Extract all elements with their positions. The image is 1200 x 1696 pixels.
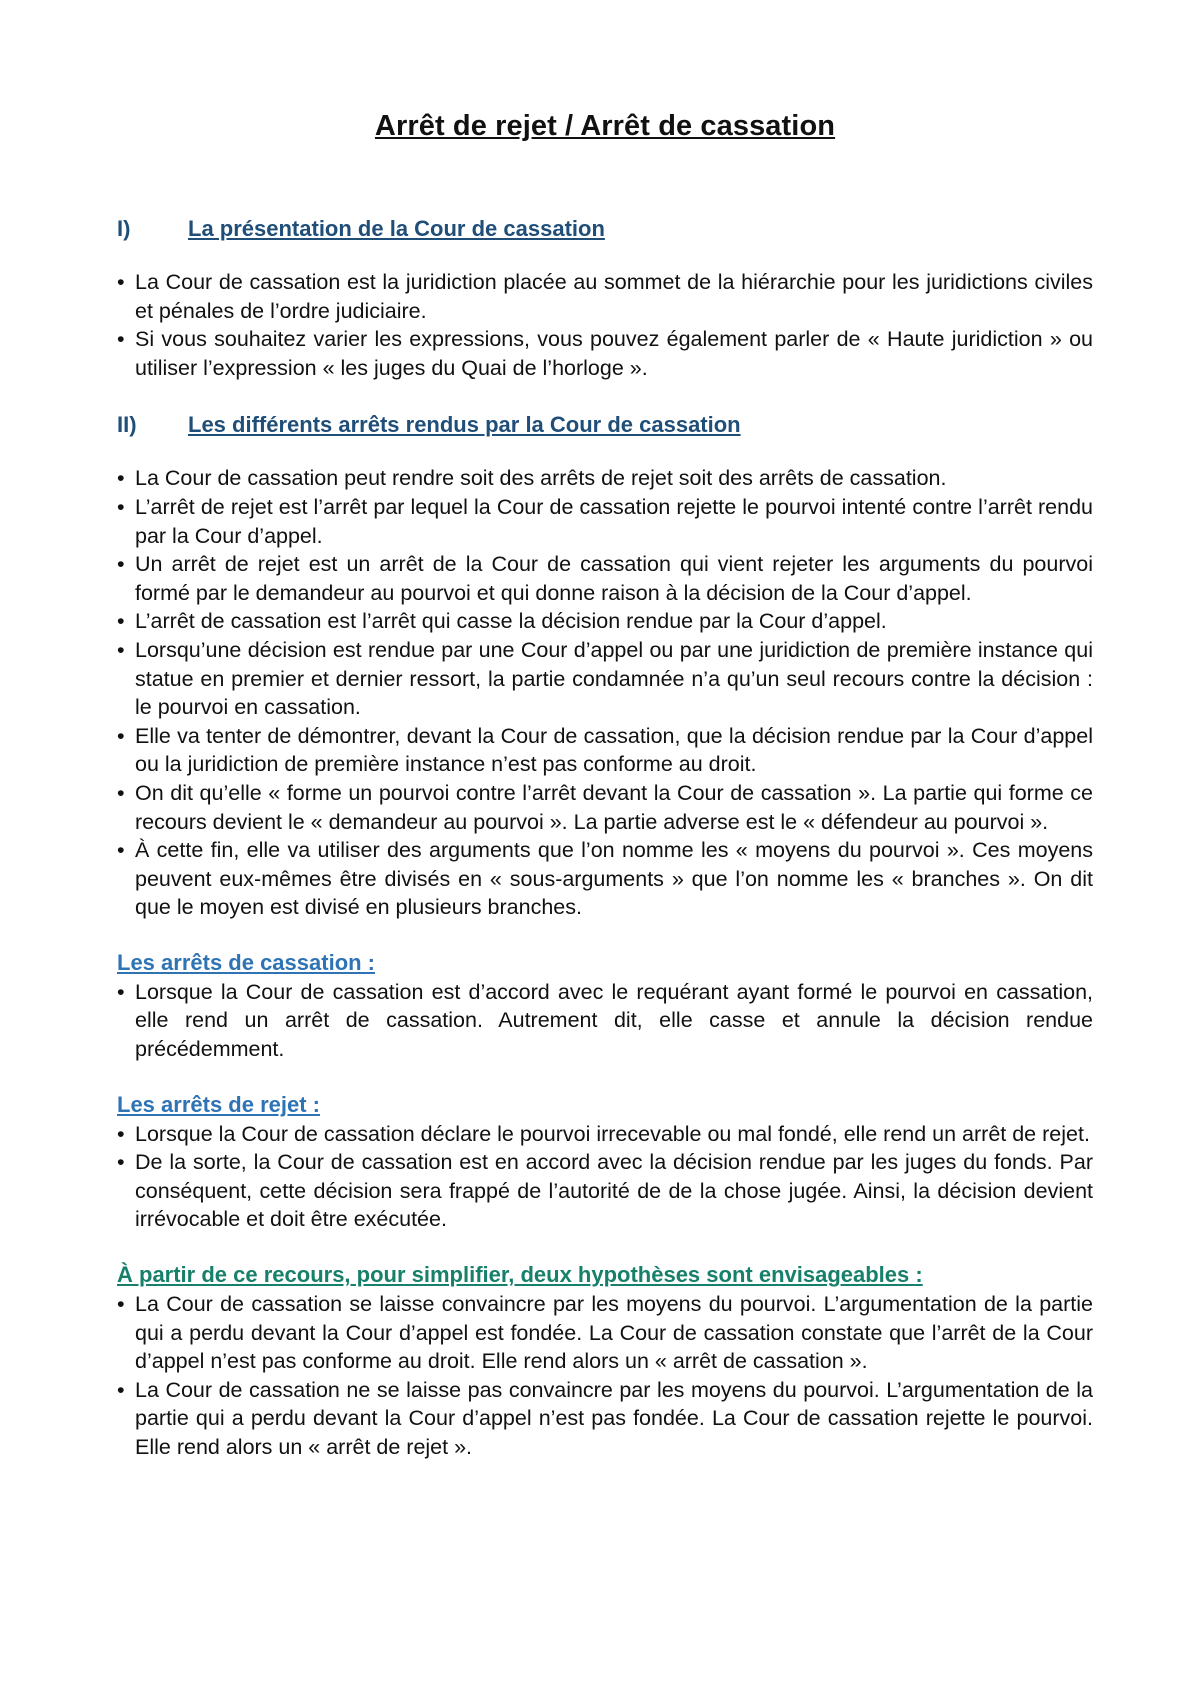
- bullet-marker: •: [117, 1292, 125, 1317]
- bullet-marker: •: [117, 780, 125, 805]
- list-item: • Un arrêt de rejet est un arrêt de la Cour de cassation qui vient rejeter les arguments du pourvoi formé par le demandeur au pourvoi et qui donne raison à la décision de la Cour d’appel.: [117, 552, 1093, 605]
- bullet-marker: •: [117, 270, 125, 294]
- bullet-list: [117, 1290, 1093, 1462]
- subheading-arrets-rejet: Les arrêts de rejet :: [117, 1091, 320, 1117]
- list-item: • À cette fin, elle va utiliser des arguments que l’on nomme les « moyens du pourvoi ». Ces moyens peuvent eux-mêmes être divisés en « sous-arguments » que l’on nomme les « branches ». On dit que le moyen est divisé en plusieurs branches.: [117, 838, 1093, 920]
- bullet-marker: •: [117, 466, 125, 491]
- document-title: Arrêt de rejet / Arrêt de cassation: [374, 110, 836, 142]
- bullet-marker: •: [117, 494, 125, 519]
- list-item: • Lorsque la Cour de cassation déclare le pourvoi irrecevable ou mal fondé, elle rend un arrêt de rejet.: [117, 1120, 1093, 1149]
- list-item: • L’arrêt de rejet est l’arrêt par lequel la Cour de cassation rejette le pourvoi intenté contre l’arrêt rendu par la Cour d’appel.: [117, 494, 1093, 548]
- section-heading-2: [117, 412, 1093, 438]
- section-number: II): [117, 412, 137, 438]
- bullet-marker: •: [117, 609, 125, 634]
- list-item: • La Cour de cassation se laisse convaincre par les moyens du pourvoi. L’argumentation de la partie qui a perdu devant la Cour d’appel est fondée. La Cour de cassation constate que l’arrêt de la Cour d’appel n’est pas conforme au droit. Elle rend alors un « arrêt de cassation ».: [117, 1292, 1093, 1374]
- subheading-hypotheses: À partir de ce recours, pour simplifier, deux hypothèses sont envisageables :: [117, 1262, 923, 1288]
- list-item: • La Cour de cassation ne se laisse pas convaincre par les moyens du pourvoi. L’argumentation de la partie qui a perdu devant la Cour d’appel n’est pas fondée. La Cour de cassation rejette le pourvoi. Elle rend alors un « arrêt de rejet ».: [117, 1377, 1093, 1459]
- bullet-marker: •: [117, 1121, 125, 1146]
- bullet-marker: •: [117, 723, 125, 748]
- list-item: • L’arrêt de cassation est l’arrêt qui casse la décision rendue par la Cour d’appel.: [117, 607, 1093, 636]
- bullet-list: [117, 268, 1093, 382]
- list-item: • La Cour de cassation peut rendre soit des arrêts de rejet soit des arrêts de cassation.: [117, 464, 1093, 493]
- bullet-marker: •: [117, 1150, 125, 1175]
- list-item: • La Cour de cassation est la juridiction placée au sommet de la hiérarchie pour les juridictions civiles et pénales de l’ordre judiciaire.: [117, 270, 1093, 323]
- bullet-marker: •: [117, 552, 125, 577]
- list-item: • On dit qu’elle « forme un pourvoi contre l’arrêt devant la Cour de cassation ». La partie qui forme ce recours devient le « demandeur au pourvoi ». La partie adverse est le « défendeur au pourvoi ».: [117, 780, 1093, 834]
- bullet-marker: •: [117, 838, 125, 863]
- list-item: • Elle va tenter de démontrer, devant la Cour de cassation, que la décision rendue par la Cour d’appel ou la juridiction de première instance n’est pas conforme au droit.: [117, 723, 1093, 777]
- section-title: Les différents arrêts rendus par la Cour de cassation: [188, 412, 741, 438]
- bullet-list: [117, 978, 1093, 1064]
- list-item: • Lorsqu’une décision est rendue par une Cour d’appel ou par une juridiction de première instance qui statue en premier et dernier ressort, la partie condamnée n’a qu’un seul recours contre la décision : le pourvoi en cassation.: [117, 637, 1093, 720]
- bullet-marker: •: [117, 1377, 125, 1402]
- section-heading-1: [117, 216, 1093, 242]
- list-item: • De la sorte, la Cour de cassation est en accord avec la décision rendue par les juges du fonds. Par conséquent, cette décision sera frappé de l’autorité de de la chose jugée. Ainsi, la décision devient irrévocable et doit être exécutée.: [117, 1150, 1093, 1232]
- section-title: La présentation de la Cour de cassation: [188, 216, 605, 241]
- bullet-list: [117, 1120, 1093, 1234]
- section-number: I): [117, 216, 131, 241]
- list-item: • Lorsque la Cour de cassation est d’accord avec le requérant ayant formé le pourvoi en cassation, elle rend un arrêt de cassation. Autrement dit, elle casse et annule la décision rendue précédemment.: [117, 979, 1093, 1062]
- bullet-marker: •: [117, 327, 125, 352]
- bullet-marker: •: [117, 979, 125, 1004]
- list-item: • Si vous souhaitez varier les expressions, vous pouvez également parler de « Haute juridiction » ou utiliser l’expression « les juges du Quai de l’horloge ».: [117, 327, 1093, 380]
- subheading-arrets-cassation: Les arrêts de cassation :: [117, 949, 376, 975]
- bullet-marker: •: [117, 637, 125, 662]
- bullet-list: [117, 464, 1093, 922]
